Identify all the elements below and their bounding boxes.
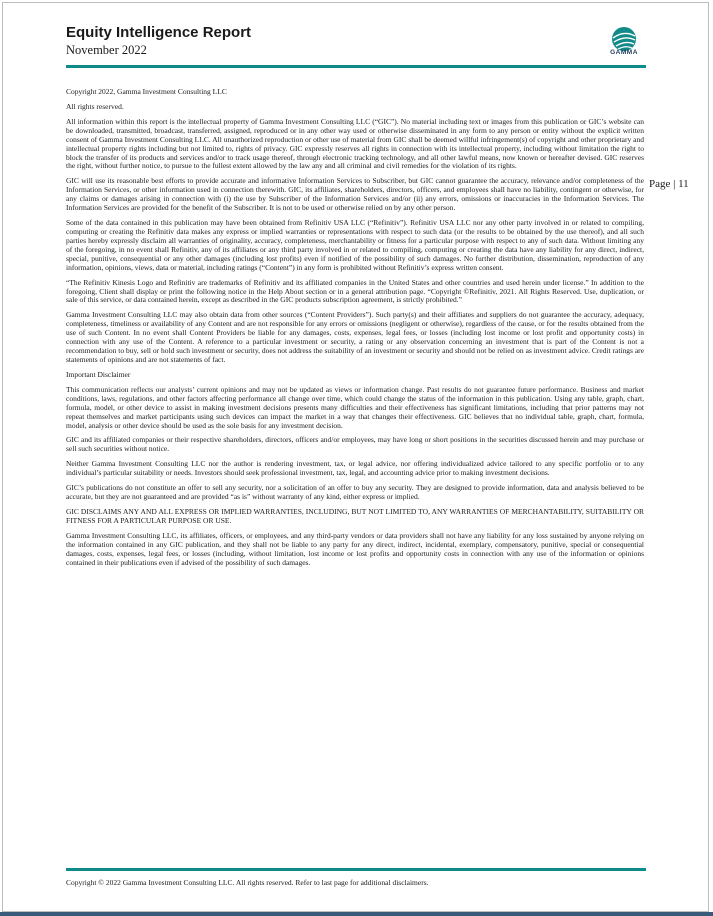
paragraph: GIC will use its reasonable best efforts to provide accurate and informative Information Services to Subscriber, but GIC cannot guarantee the accuracy, relevance and/or completeness of the Information Services, or other information used in connection therewith. GIC, its affiliates, shareholders, directors, officers, and employees shall have no liability, contingent or otherwise, for any claims or damages arising in connection with (i) the use by Subscriber of the Information Services and/or (ii) any errors, omissions or inaccuracies in the Information Services. The Information Services are provided for the benefit of the Subscriber. It is not to be used or otherwise relied on by any other person. <box>66 176 644 213</box>
header-rule <box>66 65 646 68</box>
paragraph: Some of the data contained in this publication may have been obtained from Refinitiv USA LLC (“Refinitiv”). Refinitiv USA LLC nor any other party involved in or related to compiling, computing or creating the Refinitiv data makes any express or implied warranties or representations with respect to such data (or the results to be obtained by the use thereof), and all such parties hereby expressly disclaim all warranties of originality, accuracy, completeness, merchantability or fitness for a particular purpose with respect to any of such data. Without limiting any of the foregoing, in no event shall Refinitiv, any of its affiliates or any third party involved in or related to compiling, computing or creating the data have any liability for any direct, indirect, special, punitive, consequential or any other damages (including lost profits) even if notified of the possibility of such damages. No further distribution, dissemination, reproduction of any information, opinions, views, data or material, including ratings (“Content”) in any form is prohibited without Refinitiv’s express written consent. <box>66 218 644 272</box>
paragraph: GIC DISCLAIMS ANY AND ALL EXPRESS OR IMPLIED WARRANTIES, INCLUDING, BUT NOT LIMITED TO, ANY WARRANTIES OF MERCHANTABILITY, SUITABILITY OR FITNESS FOR A PARTICULAR PURPOSE OR USE. <box>66 506 644 525</box>
paragraph: “The Refinitiv Kinesis Logo and Refinitiv are trademarks of Refinitiv and its affiliated companies in the United States and other countries and used herein under license.” In addition to the foregoing, Client shall display or print the following notice in the Help About section or in a general attribution page. “Copyright ©Refinitiv, 2021. All Rights Reserved. Use, duplication, or sale of this service, or data contained herein, except as described in the GIC products subscription agreement, is strictly prohibited.” <box>66 277 644 305</box>
paragraph: All information within this report is the intellectual property of Gamma Investment Consulting LLC (“GIC”). No material including text or images from this publication or GIC’s website can be downloaded, transmitted, broadcast, transferred, assigned, reproduced or in any other way used or otherwise disseminated in any form to any person or entity without the explicit written consent of Gamma Investment Consulting LLC. All unauthorized reproduction or other use of material from GIC shall be deemed willful infringement(s) of copyright and other proprietary and intellectual property rights including but not limited to, rights of privacy. GIC expressly reserves all rights in connection with its intellectual property, including without limitation the right to block the transfer of its products and services and/or to track usage thereof, through electronic tracking technology, and all other lawful means, now known or hereafter devised. GIC reserves the right, without further notice, to pursue to the fullest extent allowed by the law any and all criminal and civil remedies for the violation of its rights. <box>66 116 644 171</box>
disclaimer-body <box>66 88 644 573</box>
frame-bottom-edge <box>0 912 713 916</box>
paragraph: This communication reflects our analysts’ current opinions and may not be updated as views or information change. Past results do not guarantee future performance. Business and market conditions, laws, regulations, and other factors affecting performance all change over time, which could change the status of the information in this publication. Using any table, graph, chart, formula, model, or other device to assist in making investment decisions presents many difficulties and their effectiveness has significant limitations, including that prior patterns may not repeat themselves and market participants using such devices can impact the market in a way that changes their effectiveness. GIC believes that no individual table, graph, chart, formula, model, analysis or other device should be used as the sole basis for any investment decision. <box>66 384 644 430</box>
paragraph: GIC’s publications do not constitute an offer to sell any security, nor a solicitation of an offer to buy any security. They are designed to provide information, data and analysis believed to be accurate, but they are not guaranteed and are provided “as is” without warranty of any kind, either express or implied. <box>66 483 644 502</box>
gamma-globe-logo-icon <box>604 24 644 62</box>
paragraph: GIC and its affiliated companies or their respective shareholders, directors, officers and/or employees, may have long or short positions in the securities discussed herein and may purchase or sell such securities without notice. <box>66 435 644 454</box>
report-title: Equity Intelligence Report <box>66 24 252 41</box>
paragraph: Gamma Investment Consulting LLC, its affiliates, officers, or employees, and any third-party vendors or data providers shall not have any liability for any loss sustained by anyone relying on the information contained in any GIC publication, and they shall not be liable to any party for any direct, indirect, incidental, exemplary, compensatory, punitive, special or consequential damages, costs, expenses, legal fees, or losses (including, without limitation, lost income or lost profits and opportunity costs in connection with any use of the information or opinions contained in their publications even if advised of the possibility of such damages. <box>66 530 644 567</box>
footer-rule <box>66 868 646 871</box>
paragraph: Neither Gamma Investment Consulting LLC nor the author is rendering investment, tax, or legal advice, nor offering individualized advice tailored to any specific portfolio or to any individual’s particular suitability or needs. Investors should seek professional investment, tax, legal, and accounting advice prior to making investment decisions. <box>66 459 644 478</box>
report-date: November 2022 <box>66 43 147 57</box>
section-heading: Important Disclaimer <box>66 369 131 379</box>
page-number: Page | 11 <box>649 178 689 190</box>
logo-text: GAMMA <box>610 49 638 56</box>
paragraph: Copyright 2022, Gamma Investment Consulting LLC <box>66 87 227 96</box>
paragraph: Gamma Investment Consulting LLC may also obtain data from other sources (“Content Providers”). Such party(s) and their affiliates and suppliers do not guarantee the accuracy, adequacy, completeness, timeliness or availability of any Content and are not responsible for any errors or omissions (negligent or otherwise), regardless of the cause, or for the results obtained from the use of such Content. In no event shall Content Providers be liable for any damages, costs, expenses, legal fees, or losses (including lost income or lost profit and opportunity costs) in connection with any use of the Content. A reference to a particular investment or security, a rating or any observation concerning an investment that is part of the Content is not a recommendation to buy, sell or hold such investment or security, does not address the suitability of an investment or security and should not be relied on as investment advice. Credit ratings are statements of opinions and are not statements of fact. <box>66 310 644 364</box>
footer-copyright: Copyright © 2022 Gamma Investment Consulting LLC. All rights reserved. Refer to last page for additional disclaimers. <box>66 878 429 887</box>
paragraph: All rights reserved. <box>66 101 124 111</box>
